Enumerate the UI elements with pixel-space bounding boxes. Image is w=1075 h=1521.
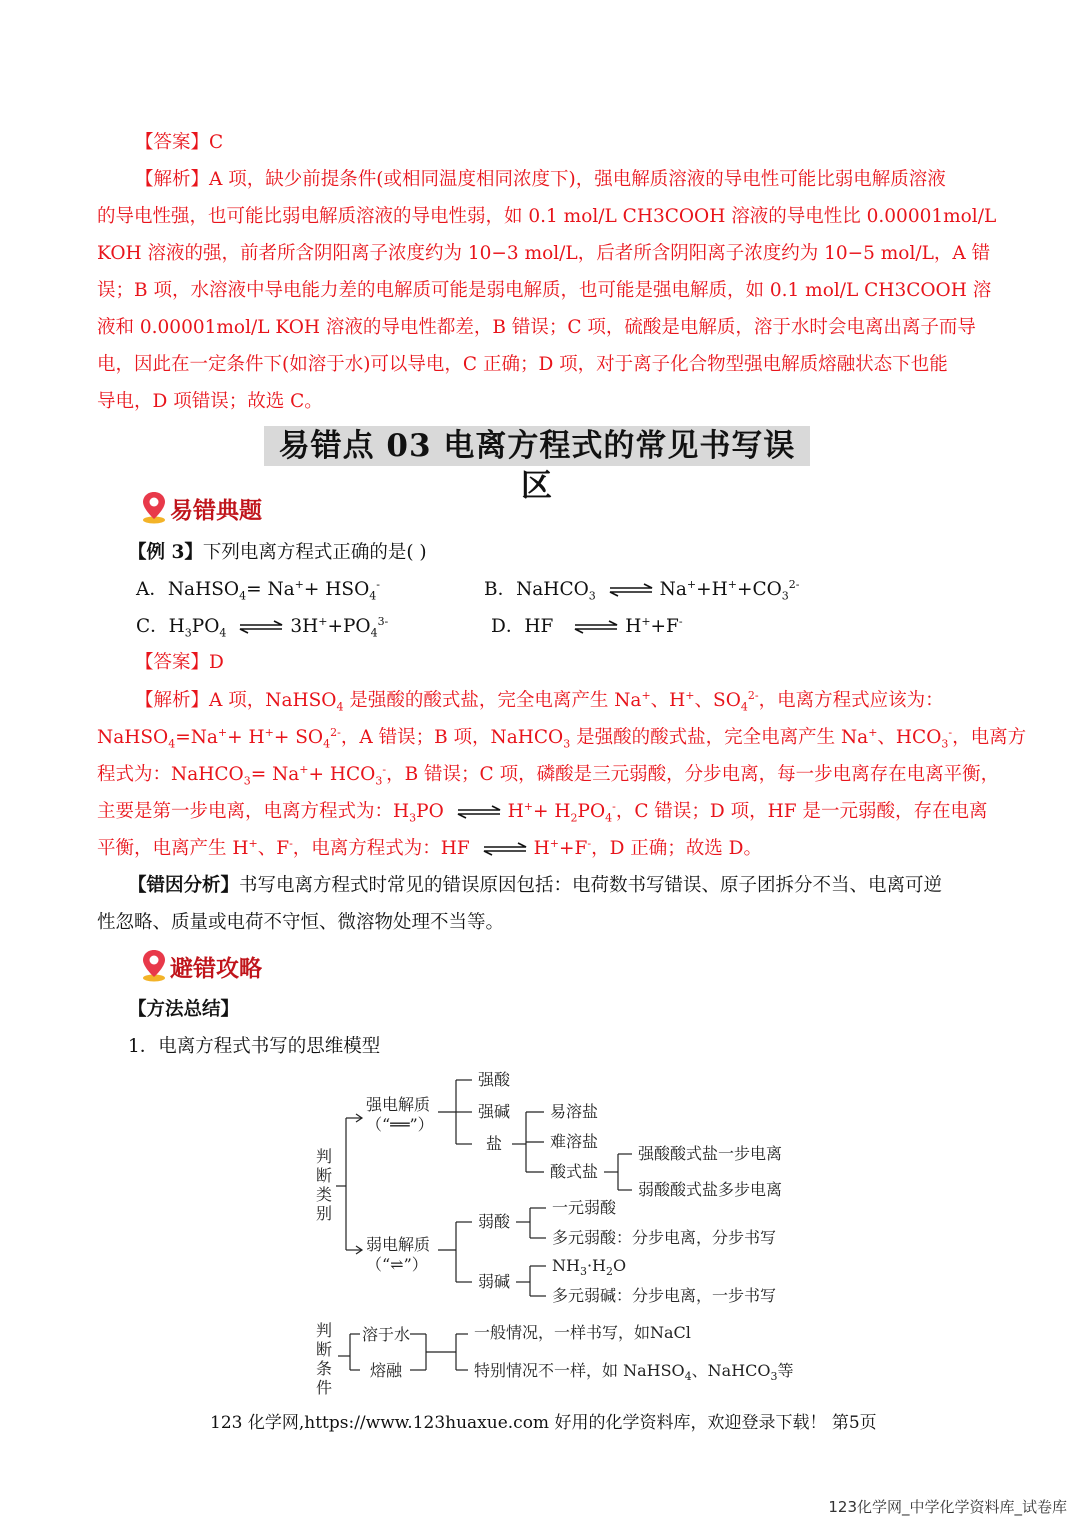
diagram-poly-weak-base: 多元弱碱：分步电离，一步书写 [552, 1286, 777, 1305]
diagram-weak-acid-salt: 弱酸酸式盐多步电离 [638, 1180, 783, 1199]
diagram-weak-electrolyte: 弱电解质 [366, 1235, 431, 1254]
diagram-general: 一般情况，一样书写，如NaCl [474, 1323, 691, 1342]
error-cause-line: 性忽略、质量或电荷不守恒、微溶物处理不当等。 [97, 912, 505, 933]
analysis-label: 【解析】 [135, 690, 210, 711]
equilibrium-arrow-icon [608, 583, 654, 597]
diagram-strong-acid: 强酸 [478, 1070, 511, 1089]
diagram-strong-electrolyte: 强电解质 [366, 1095, 431, 1114]
analysis-line: 导电，D 项错误；故选 C。 [97, 391, 323, 412]
option-b: B．NaHCO$_3$ $Na^++H^++CO_3^{2-}$ [484, 577, 800, 603]
example-text: 下列电离方程式正确的是( ) [202, 542, 427, 563]
answer-line-2 [135, 650, 1015, 676]
example-question [128, 540, 1008, 566]
error-cause-text: 书写电离方程式时常见的错误原因包括：电荷数书写错误、原子团拆分不当、电离可逆 [239, 875, 943, 896]
analysis-line: 的导电性强，也可能比弱电解质溶液的导电性弱，如 0.1 mol/L CH3COOH 溶液的导电性比 0.00001mol/L [97, 206, 997, 227]
analysis-label: 【解析】 [135, 169, 210, 190]
option-a: A．NaHSO$_4$= $Na^++ HSO_4^-$ [136, 577, 380, 603]
corner-watermark: 123化学网_中学化学资料库_试卷库 [828, 1498, 1067, 1516]
section-heading-typical [140, 492, 262, 525]
error-cause-line [128, 873, 1008, 899]
analysis-line: 主要是第一步电离，电离方程式为：$H_3PO$ $H^++ H_2PO_4^-$，C 错误；D 项，HF 是一元弱酸，存在电离 [97, 799, 988, 825]
diagram-label-judge-type-1: 判 [316, 1147, 333, 1166]
analysis-line: 液和 0.00001mol/L KOH 溶液的导电性都差，B 错误；C 项，硫酸是电解质，溶于水时会电离出离子而导 [97, 317, 976, 338]
diagram-label-judge-type-3: 类 [316, 1185, 333, 1204]
equilibrium-arrow-icon [482, 842, 528, 856]
option-d: D．HF H++F- [491, 614, 683, 637]
diagram-weak-symbol: （“⇌”） [366, 1255, 428, 1274]
diagram-label-judge-type-2: 断 [316, 1166, 333, 1185]
option-c: C．$H_3PO_4$ $3H^++PO_4^{3-}$ [136, 614, 389, 640]
diagram-label-judge-cond-1: 判 [316, 1321, 333, 1340]
analysis-line: KOH 溶液的强，前者所含阴阳离子浓度约为 10−3 mol/L，后者所含阴阳离子浓度约为 10−5 mol/L，A 错 [97, 243, 991, 264]
analysis-line: 平衡，电离产生 H+、F-，电离方程式为：HF H++F-，D 正确；故选 D。 [97, 836, 763, 859]
analysis-text: A 项，缺少前提条件(或相同温度相同浓度下)，强电解质溶液的导电性可能比弱电解质溶液 [209, 169, 946, 190]
diagram-salt: 盐 [486, 1134, 503, 1153]
answer-value: D [209, 652, 224, 673]
diagram-poly-weak-acid: 多元弱酸：分步电离，分步书写 [552, 1228, 777, 1247]
analysis-line: 【解析】A 项，NaHSO$_4$ 是强酸的酸式盐，完全电离产生 Na+、H+、$SO_4^{2-}$，电离方程式应该为： [135, 688, 944, 714]
diagram-label-judge-cond-2: 断 [316, 1340, 333, 1359]
method-summary-label: 【方法总结】 [128, 999, 240, 1020]
diagram-strong-base: 强碱 [478, 1102, 511, 1121]
diagram-label-judge-cond-3: 条 [316, 1359, 333, 1378]
method-item-1: 1．电离方程式书写的思维模型 [128, 1036, 381, 1057]
diagram-acid-salt: 酸式盐 [550, 1162, 599, 1181]
location-pin-icon [140, 490, 168, 524]
diagram-dissolve: 溶于水 [362, 1325, 411, 1344]
diagram-insoluble-salt: 难溶盐 [550, 1132, 599, 1151]
section-label: 易错典题 [170, 497, 262, 524]
diagram-strong-acid-salt: 强酸酸式盐一步电离 [638, 1144, 783, 1163]
equilibrium-arrow-icon [573, 620, 619, 634]
section-title-box [264, 426, 810, 504]
error-cause-label: 【错因分析】 [128, 875, 240, 896]
diagram-melt: 熔融 [370, 1361, 403, 1380]
diagram-soluble-salt: 易溶盐 [550, 1102, 599, 1121]
location-pin-icon [140, 948, 168, 982]
example-label: 【例 3】 [128, 542, 203, 563]
analysis-line: 电，因此在一定条件下(如溶于水)可以导电，C 正确；D 项，对于离子化合物型强电解质熔融状态下也能 [97, 354, 948, 375]
answer-label: 【答案】 [135, 132, 210, 153]
analysis-line: 程式为：NaHCO$_3$= $Na^++ HCO_3^-$，B 错误；C 项，磷酸是三元弱酸，分步电离，每一步电离存在电离平衡， [97, 762, 1000, 788]
diagram-mono-weak-acid: 一元弱酸 [552, 1198, 617, 1217]
diagram-weak-base: 弱碱 [478, 1272, 511, 1291]
diagram-strong-symbol: （“══”） [366, 1115, 434, 1134]
analysis-line [135, 167, 1015, 193]
diagram-weak-acid: 弱酸 [478, 1212, 511, 1231]
answer-value: C [209, 132, 224, 153]
analysis-line: 误；B 项，水溶液中导电能力差的电解质可能是弱电解质，也可能是强电解质，如 0.1 mol/L CH3COOH 溶 [97, 280, 992, 301]
equilibrium-arrow-icon [238, 620, 284, 634]
analysis-line: NaHSO$_4$=Na++ $H^++ SO_4^{2-}$，A 错误；B 项，NaHCO$_3$ 是强酸的酸式盐，完全电离产生 Na+、$HCO_3^-$，电离方 [97, 725, 1027, 751]
section-heading-avoid [140, 950, 262, 983]
page-title: 易错点 03 电离方程式的常见书写误区 [278, 428, 796, 504]
diagram-special: 特别情况不一样，如 NaHSO$_4$、NaHCO$_3$等 [474, 1361, 794, 1383]
answer-label: 【答案】 [135, 652, 210, 673]
diagram-label-judge-cond-4: 件 [316, 1378, 333, 1397]
equilibrium-arrow-icon [456, 805, 502, 819]
page-footer: 123 化学网,https://www.123huaxue.com 好用的化学资料库，欢迎登录下载！ 第5页 [210, 1413, 877, 1433]
diagram-label-judge-type-4: 别 [316, 1204, 333, 1223]
section-label: 避错攻略 [170, 955, 262, 982]
answer-line-1 [135, 130, 1015, 156]
diagram-nh3-h2o: $NH_3\cdot H_2O$ [552, 1256, 627, 1278]
